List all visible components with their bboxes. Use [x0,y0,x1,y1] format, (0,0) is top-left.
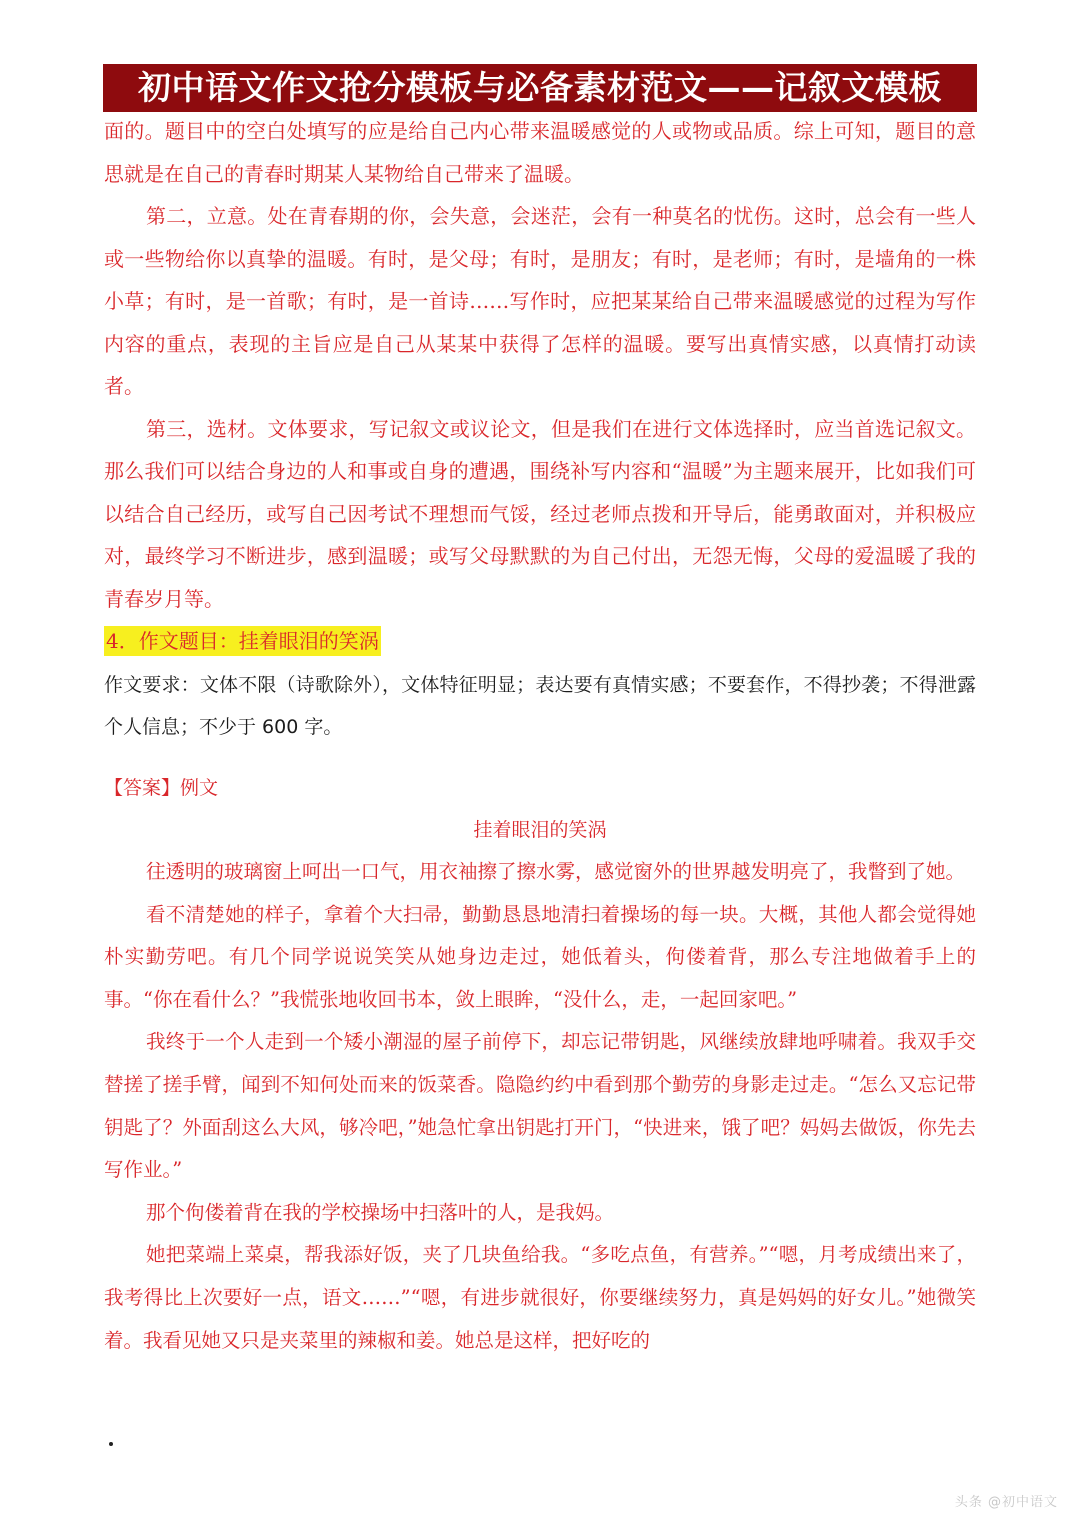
prompt-heading: 4．作文题目：挂着眼泪的笑涡 [104,626,381,656]
prompt-section [104,620,976,748]
essay-paragraph: 我终于一个人走到一个矮小潮湿的屋子前停下，却忘记带钥匙，风继续放肆地呼啸着。我双手交替搓了搓手臂，闻到不知何处而来的饭菜香。隐隐约约中看到那个勤劳的身影走过走。“怎么又忘记带钥匙了？外面刮这么大风，够冷吧，”她急忙拿出钥匙打开门，“快进来，饿了吧？妈妈去做饭，你先去写作业。” [104,1030,976,1182]
essay-paragraph: 往透明的玻璃窗上呵出一口气，用衣袖擦了擦水雾，感觉窗外的世界越发明亮了，我瞥到了她。 [146,860,966,883]
analysis-paragraph-1: 面的。题目中的空白处填写的应是给自己内心带来温暖感觉的人或物或品质。综上可知，题目的意思就是在自己的青春时期某人某物给自己带来了温暖。 [104,119,976,186]
analysis-paragraph-2: 第二，立意。处在青春期的你，会失意，会迷茫，会有一种莫名的忧伤。这时，总会有一些人或一些物给你以真挚的温暖。有时，是父母；有时，是朋友；有时，是老师；有时，是墙角的一株小草；有时，是一首歌；有时，是一首诗……写作时，应把某某给自己带来温暖感觉的过程为写作内容的重点，表现的主旨应是自己从某某中获得了怎样的温暖。要写出真情实感，以真情打动读者。 [104,204,976,398]
answer-label: 【答案】例文 [104,777,219,799]
page-title-banner: 初中语文作文抢分模板与必备素材范文——记叙文模板 [103,64,977,112]
bullet-dot [109,1442,113,1446]
prompt-requirement: 作文要求：文体不限（诗歌除外），文体特征明显；表达要有真情实感；不要套作，不得抄袭；不得泄露个人信息；不少于 600 字。 [104,674,976,738]
essay-title: 挂着眼泪的笑涡 [473,819,607,841]
essay-paragraph: 她把菜端上菜桌，帮我添好饭，夹了几块鱼给我。“多吃点鱼，有营养。”“嗯，月考成绩出来了，我考得比上次要好一点，语文……”“嗯，有进步就很好，你要继续努力，真是妈妈的好女儿。”她微笑着。我看见她又只是夹菜里的辣椒和姜。她总是这样，把好吃的 [104,1243,976,1352]
document-body [104,110,976,1362]
essay-paragraph: 那个佝偻着背在我的学校操场中扫落叶的人，是我妈。 [146,1200,615,1224]
watermark-brand: 头条 @初中语文 [954,1495,1058,1510]
essay-paragraph: 看不清楚她的样子，拿着个大扫帚，勤勤恳恳地清扫着操场的每一块。大概，其他人都会觉得她朴实勤劳吧。有几个同学说说笑笑从她身边走过，她低着头，佝偻着背，那么专注地做着手上的事。“你在看什么？”我慌张地收回书本，敛上眼眸，“没什么，走，一起回家吧。” [104,902,976,1011]
analysis-paragraph-3: 第三，选材。文体要求，写记叙文或议论文，但是我们在进行文体选择时，应当首选记叙文。那么我们可以结合身边的人和事或自身的遭遇，围绕补写内容和“温暖”为主题来展开，比如我们可以结合自己经历，或写自己因考试不理想而气馁，经过老师点拨和开导后，能勇敢面对，并积极应对，最终学习不断进步，感到温暖；或写父母默默的为自己付出，无怨无悔，父母的爱温暖了我的青春岁月等。 [104,416,976,611]
